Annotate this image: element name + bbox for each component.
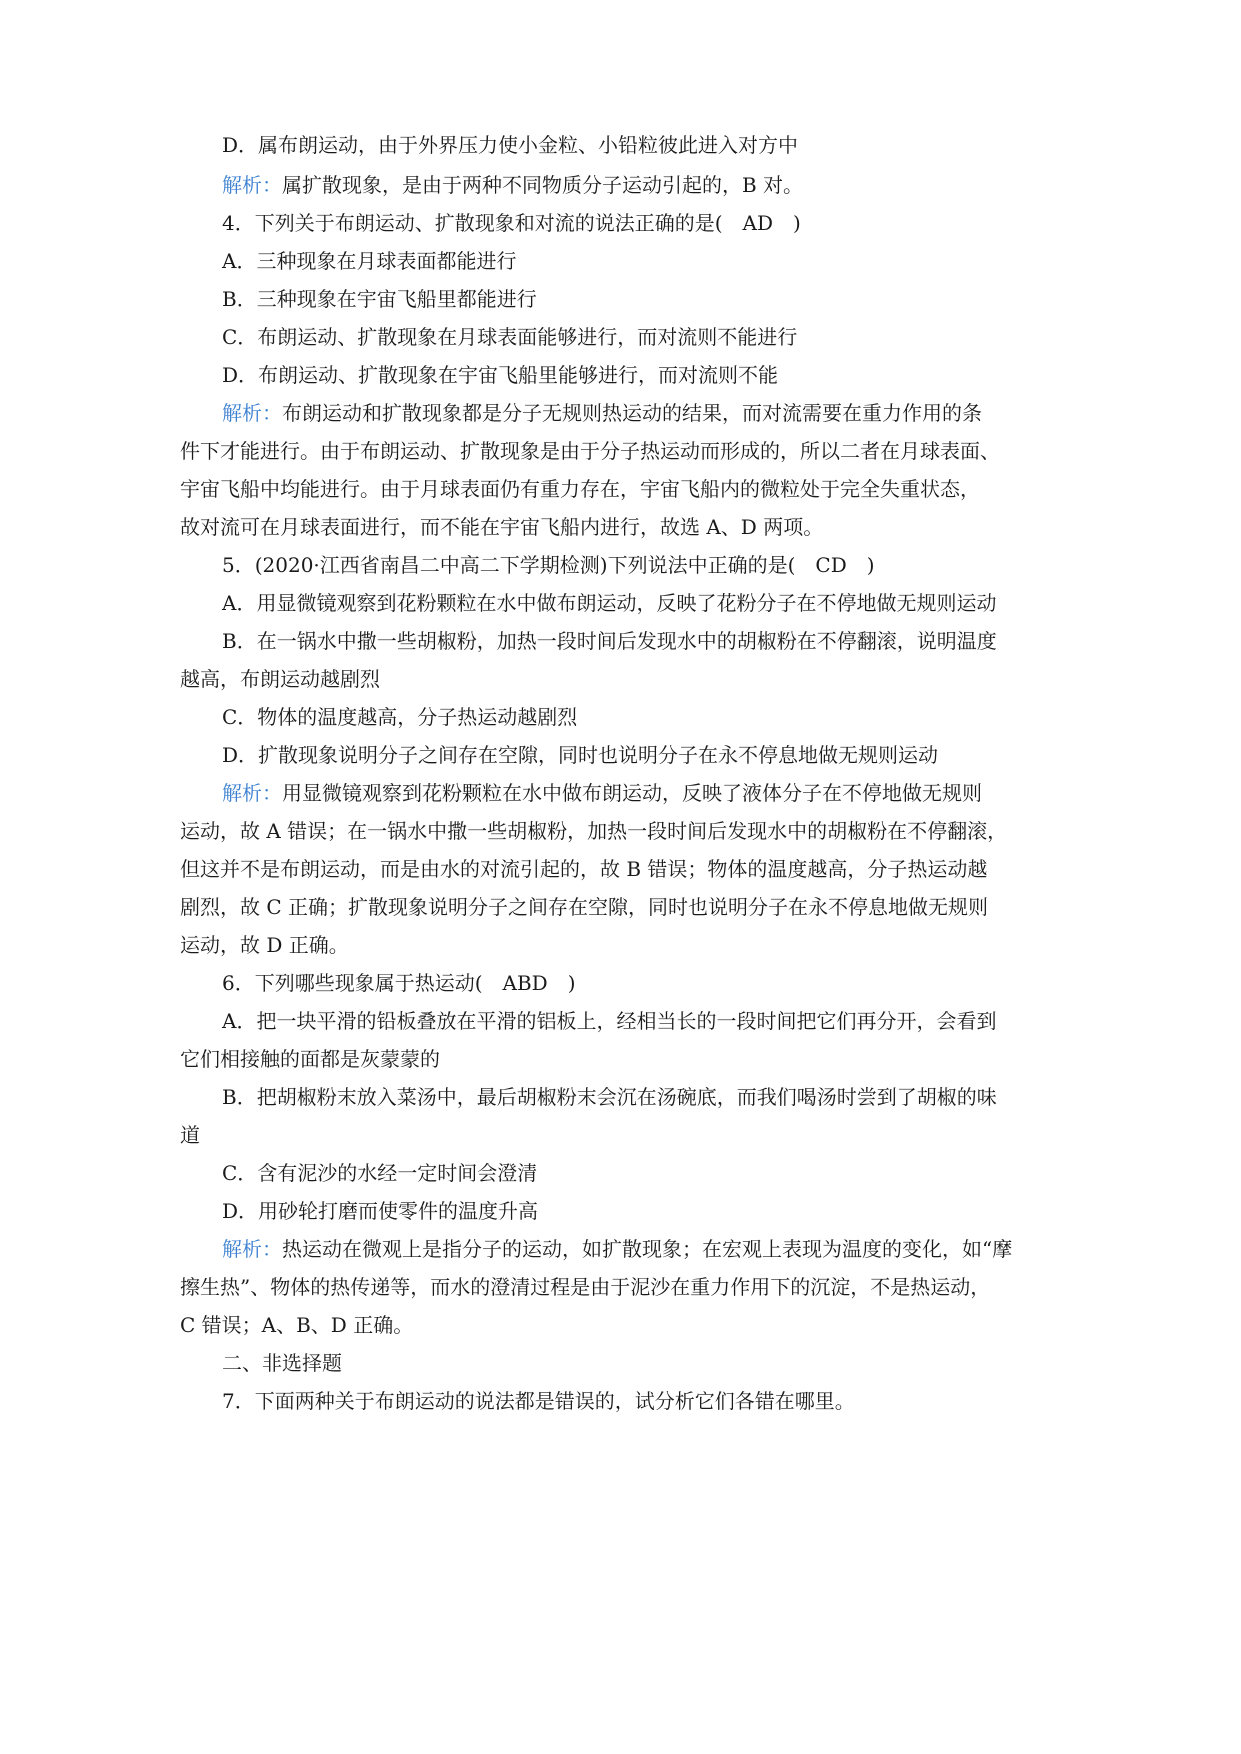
option-b-q4: B．三种现象在宇宙飞船里都能进行 bbox=[222, 287, 537, 311]
analysis-q5 bbox=[222, 779, 982, 807]
analysis-q5-continued: 但这并不是布朗运动，而是由水的对流引起的，故 B 错误；物体的温度越高，分子热运动越 bbox=[180, 857, 988, 881]
analysis-q4-continued: 件下才能进行。由于布朗运动、扩散现象是由于分子热运动而形成的，所以二者在月球表面、 bbox=[180, 439, 1000, 463]
option-a-q6: A．把一块平滑的铅板叠放在平滑的铝板上，经相当长的一段时间把它们再分开，会看到 bbox=[222, 1009, 997, 1033]
analysis-text: 布朗运动和扩散现象都是分子无规则热运动的结果，而对流需要在重力作用的条 bbox=[282, 401, 982, 425]
option-b-q6-continued: 道 bbox=[180, 1123, 200, 1147]
option-c-q6: C．含有泥沙的水经一定时间会澄清 bbox=[222, 1161, 538, 1185]
analysis-label: 解析： bbox=[222, 401, 282, 425]
option-b-q5: B．在一锅水中撒一些胡椒粉，加热一段时间后发现水中的胡椒粉在不停翻滚，说明温度 bbox=[222, 629, 997, 653]
analysis-q5-continued: 剧烈，故 C 正确；扩散现象说明分子之间存在空隙，同时也说明分子在永不停息地做无规则 bbox=[180, 895, 989, 919]
option-a-q6-continued: 它们相接触的面都是灰蒙蒙的 bbox=[180, 1047, 440, 1071]
analysis-q4-continued: 宇宙飞船中均能进行。由于月球表面仍有重力存在，宇宙飞船内的微粒处于完全失重状态， bbox=[180, 477, 980, 501]
option-d-q6: D．用砂轮打磨而使零件的温度升高 bbox=[222, 1199, 539, 1223]
analysis-label: 解析： bbox=[222, 173, 282, 197]
analysis-q6 bbox=[222, 1235, 1012, 1263]
section-heading: 二、非选择题 bbox=[222, 1351, 342, 1375]
analysis-q5-continued: 运动，故 A 错误；在一锅水中撒一些胡椒粉，加热一段时间后发现水中的胡椒粉在不停翻滚， bbox=[180, 819, 1008, 843]
question-7-stem: 7．下面两种关于布朗运动的说法都是错误的，试分析它们各错在哪里。 bbox=[222, 1389, 855, 1413]
option-b-q6: B．把胡椒粉末放入菜汤中，最后胡椒粉末会沉在汤碗底，而我们喝汤时尝到了胡椒的味 bbox=[222, 1085, 997, 1109]
analysis-q4-continued: 故对流可在月球表面进行，而不能在宇宙飞船内进行，故选 A、D 两项。 bbox=[180, 515, 824, 539]
analysis-q6-continued: C 错误；A、B、D 正确。 bbox=[180, 1313, 414, 1337]
option-c-q4: C．布朗运动、扩散现象在月球表面能够进行，而对流则不能进行 bbox=[222, 325, 798, 349]
question-4-stem: 4．下列关于布朗运动、扩散现象和对流的说法正确的是( AD ) bbox=[222, 211, 801, 235]
question-5-stem: 5．(2020·江西省南昌二中高二下学期检测)下列说法中正确的是( CD ) bbox=[222, 553, 875, 577]
option-a-q4: A．三种现象在月球表面都能进行 bbox=[222, 249, 517, 273]
analysis-label: 解析： bbox=[222, 1237, 282, 1261]
analysis-label: 解析： bbox=[222, 781, 282, 805]
option-b-q5-continued: 越高，布朗运动越剧烈 bbox=[180, 667, 380, 691]
analysis-q5-continued: 运动，故 D 正确。 bbox=[180, 933, 349, 957]
analysis-text: 热运动在微观上是指分子的运动，如扩散现象；在宏观上表现为温度的变化，如“摩 bbox=[282, 1237, 1013, 1261]
option-c-q5: C．物体的温度越高，分子热运动越剧烈 bbox=[222, 705, 578, 729]
analysis-q3 bbox=[222, 171, 803, 199]
analysis-text: 属扩散现象，是由于两种不同物质分子运动引起的，B 对。 bbox=[282, 173, 804, 197]
option-d-q5: D．扩散现象说明分子之间存在空隙，同时也说明分子在永不停息地做无规则运动 bbox=[222, 743, 939, 767]
question-6-stem: 6．下列哪些现象属于热运动( ABD ) bbox=[222, 971, 576, 995]
analysis-text: 用显微镜观察到花粉颗粒在水中做布朗运动，反映了液体分子在不停地做无规则 bbox=[282, 781, 982, 805]
analysis-q4 bbox=[222, 399, 982, 427]
option-d-q4: D．布朗运动、扩散现象在宇宙飞船里能够进行，而对流则不能 bbox=[222, 363, 779, 387]
analysis-q6-continued: 擦生热”、物体的热传递等，而水的澄清过程是由于泥沙在重力作用下的沉淀，不是热运动， bbox=[180, 1275, 991, 1299]
option-a-q5: A．用显微镜观察到花粉颗粒在水中做布朗运动，反映了花粉分子在不停地做无规则运动 bbox=[222, 591, 997, 615]
option-d-q3: D．属布朗运动，由于外界压力使小金粒、小铅粒彼此进入对方中 bbox=[222, 133, 799, 157]
